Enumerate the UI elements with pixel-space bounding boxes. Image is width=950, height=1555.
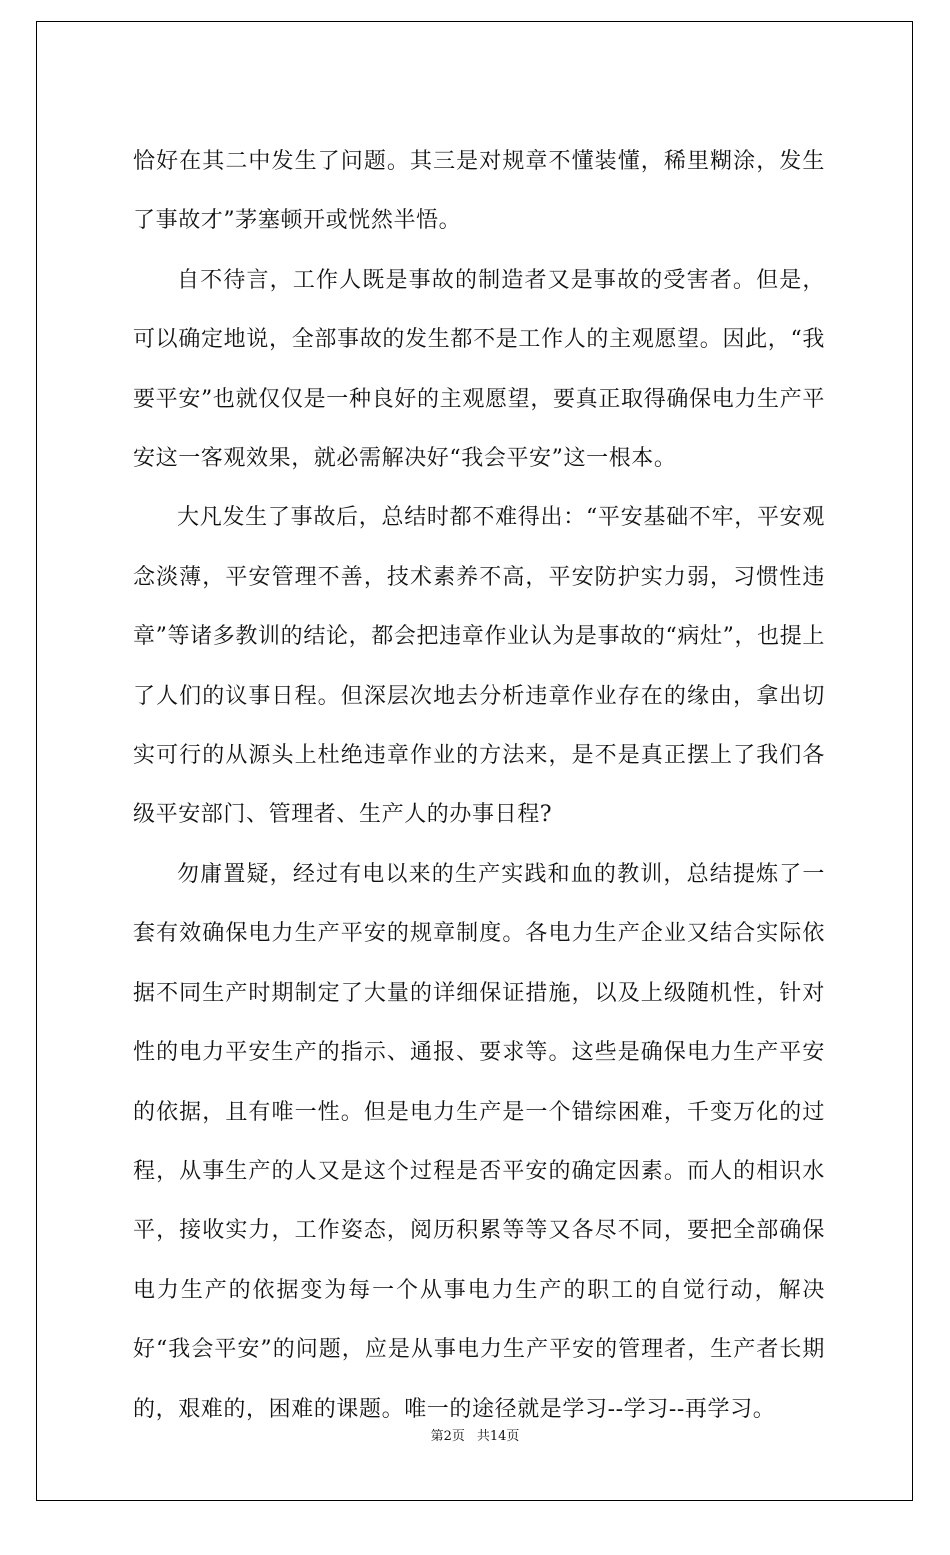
paragraph-1: 恰好在其二中发生了问题。其三是对规章不懂装懂，稀里糊涂，发生了事故才”茅塞顿开或恍然半悟。 — [133, 149, 825, 234]
page-total: 共14页 — [476, 1429, 520, 1444]
paragraph-3: 大凡发生了事故后，总结时都不难得出：“平安基础不牢，平安观念淡薄，平安管理不善，技术素养不高，平安防护实力弱，习惯性违章”等诸多教训的结论，都会把违章作业认为是事故的“病灶”，也提上了人们的议事日程。但深层次地去分析违章作业存在的缘由，拿出切实可行的从源头上杜绝违章作业的方法来，是不是真正摆上了我们各级平安部门、管理者、生产人的办事日程? — [133, 505, 825, 828]
document-page — [36, 21, 913, 1501]
page-footer — [0, 1425, 950, 1444]
page-number: 第2页 — [430, 1429, 465, 1444]
document-body — [133, 132, 825, 1439]
paragraph-4: 勿庸置疑，经过有电以来的生产实践和血的教训，总结提炼了一套有效确保电力生产平安的规章制度。各电力生产企业又结合实际依据不同生产时期制定了大量的详细保证措施，以及上级随机性，针对性的电力平安生产的指示、通报、要求等。这些是确保电力生产平安的依据，且有唯一性。但是电力生产是一个错综困难，千变万化的过程，从事生产的人又是这个过程是否平安的确定因素。而人的相识水平，接收实力，工作姿态，阅历积累等等又各尽不同，要把全部确保电力生产的依据变为每一个从事电力生产的职工的自觉行动，解决好“我会平安”的问题，应是从事电力生产平安的管理者，生产者长期的，艰难的，困难的课题。唯一的途径就是学习--学习--再学习。 — [133, 861, 825, 1422]
paragraph-2: 自不待言，工作人既是事故的制造者又是事故的受害者。但是，可以确定地说，全部事故的发生都不是工作人的主观愿望。因此，“我要平安”也就仅仅是一种良好的主观愿望，要真正取得确保电力生产平安这一客观效果，就必需解决好“我会平安”这一根本。 — [133, 267, 825, 472]
